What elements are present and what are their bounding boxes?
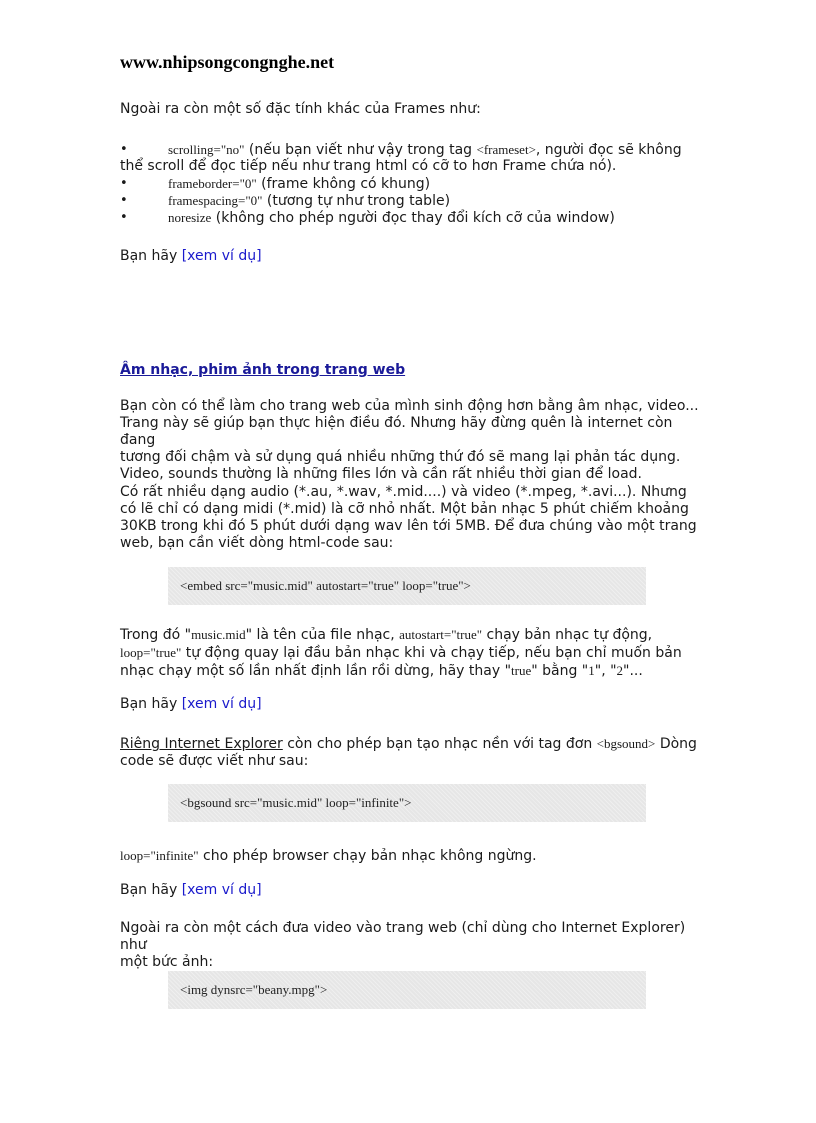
internet-explorer-link[interactable]: Riêng Internet Explorer <box>120 736 283 752</box>
inline-code: frameborder="0" <box>168 176 257 191</box>
list-item-continuation: thể scroll để đọc tiếp nếu như trang html có cỡ to hơn Frame chứa nó). <box>120 158 617 174</box>
bullet-icon: • <box>120 210 128 225</box>
bullet-icon: • <box>120 193 128 208</box>
paragraph: Ngoài ra còn một cách đưa video vào trang web (chỉ dùng cho Internet Explorer) như một bức ảnh: <box>120 920 686 970</box>
paragraph: Riêng Internet Explorer còn cho phép bạn tạo nhạc nền với tag đơn <bgsound> Dòng code sẽ được viết như sau: <box>120 736 697 769</box>
bullet-icon: • <box>120 142 128 157</box>
frames-intro: Ngoài ra còn một số đặc tính khác của Frames như: <box>120 101 481 117</box>
code-block-embed: <embed src="music.mid" autostart="true" loop="true"> <box>168 567 646 605</box>
inline-code: <frameset> <box>476 142 536 157</box>
see-example-link[interactable]: xem ví dụ <box>187 882 257 898</box>
code-block-img: <img dynsrc="beany.mpg"> <box>168 971 646 1009</box>
paragraph: Có rất nhiều dạng audio (*.au, *.wav, *.mid....) và video (*.mpeg, *.avi...). Nhưng có lẽ chỉ có dạng midi (*.mid) là cỡ nhỏ nhất. Một bản nhạc 5 phút chiếm khoảng 30KB trong khi đó 5 phút dưới dạng wav lên tới 5MB. Để đưa chúng vào một trang web, bạn cần viết dòng html-code sau: <box>120 484 697 551</box>
bullet-icon: • <box>120 176 128 191</box>
see-example-line: Bạn hãy [xem ví dụ] <box>120 248 262 264</box>
see-example-link[interactable]: xem ví dụ <box>187 696 257 712</box>
see-example-line: Bạn hãy [xem ví dụ] <box>120 696 262 712</box>
paragraph: Trong đó "music.mid" là tên của file nhạc, autostart="true" chạy bản nhạc tự động, loop="true" tự động quay lại đầu bản nhạc khi và chạy tiếp, nếu bạn chỉ muốn bản nhạc chạy một số lần nhất định lần rồi dừng, hãy thay "true" bằng "1", "2"... <box>120 627 682 679</box>
inline-code: framespacing="0" <box>168 193 263 208</box>
site-url: www.nhipsongcongnghe.net <box>120 52 335 72</box>
inline-code: scrolling="no" <box>168 142 245 157</box>
paragraph: loop="infinite" cho phép browser chạy bản nhạc không ngừng. <box>120 848 537 864</box>
section-heading-link[interactable]: Âm nhạc, phim ảnh trong trang web <box>120 362 406 378</box>
see-example-line: Bạn hãy [xem ví dụ] <box>120 882 262 898</box>
paragraph: Bạn còn có thể làm cho trang web của mình sinh động hơn bằng âm nhạc, video... Trang này sẽ giúp bạn thực hiện điều đó. Nhưng hãy đừng quên là internet còn đang tương đối chậm và sử dụng quá nhiều những thứ đó sẽ mang lại phản tác dụng. Video, sounds thường là những files lớn và cần rất nhiều thời gian để load. <box>120 398 699 482</box>
code-block-bgsound: <bgsound src="music.mid" loop="infinite"> <box>168 784 646 822</box>
inline-code: noresize <box>168 210 212 225</box>
see-example-link[interactable]: xem ví dụ <box>187 248 257 264</box>
